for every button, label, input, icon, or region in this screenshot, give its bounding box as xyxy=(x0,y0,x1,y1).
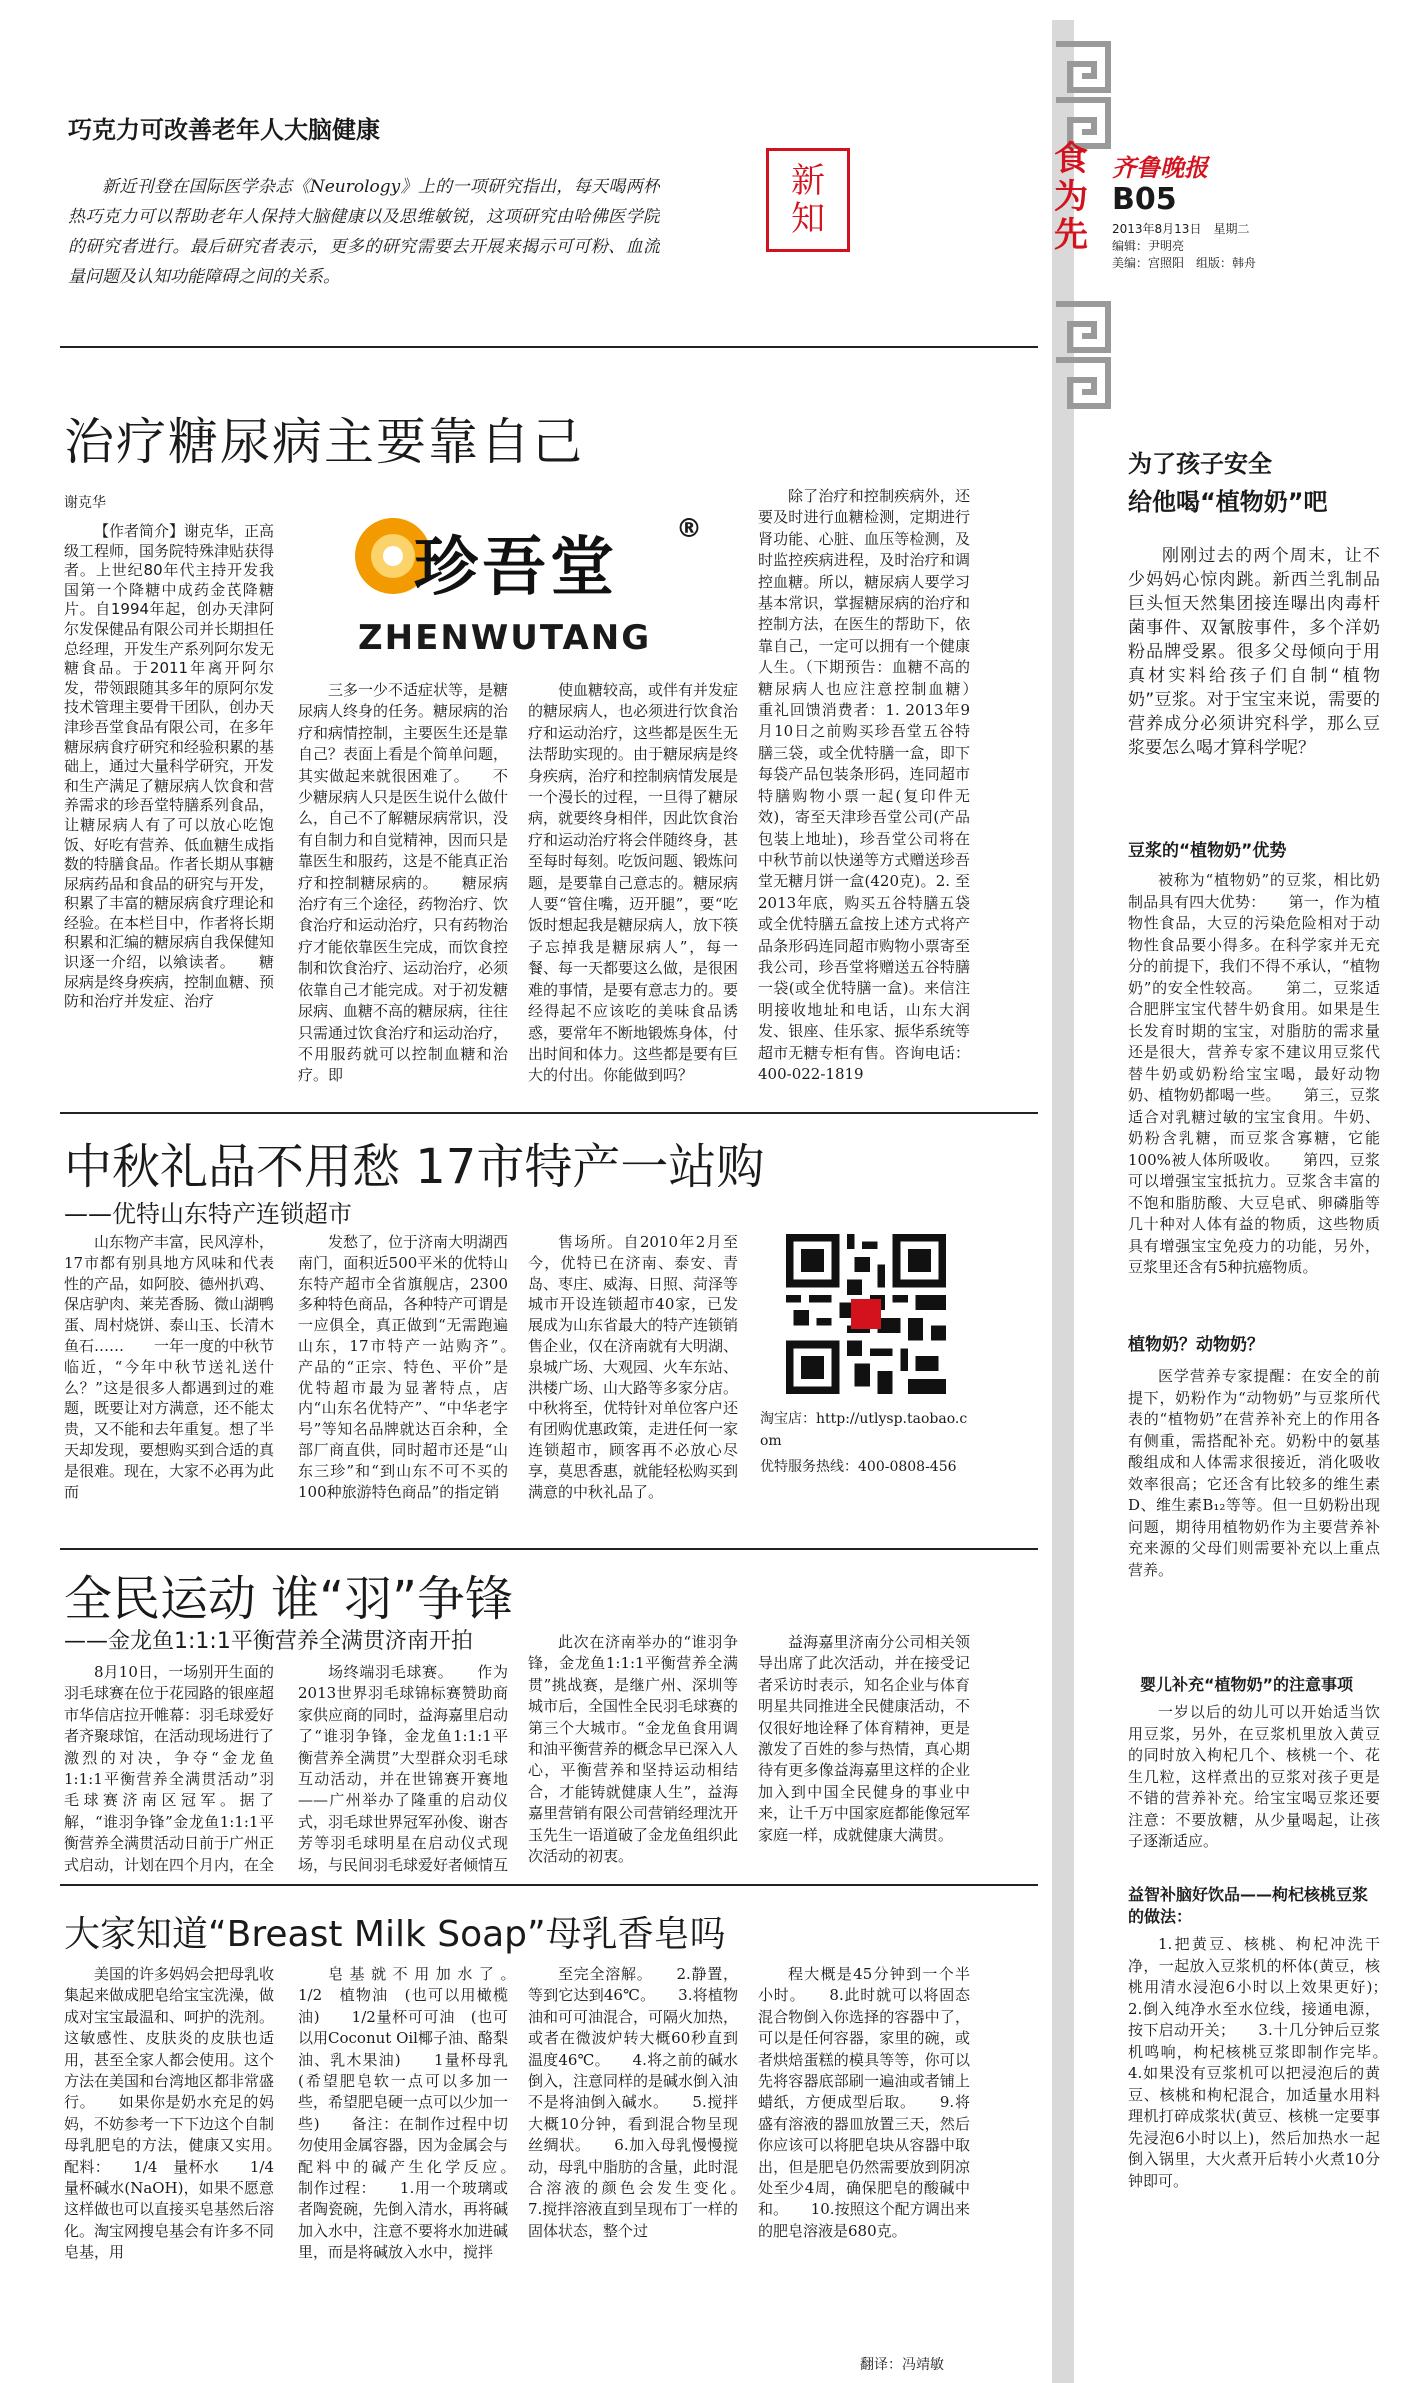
shop-url[interactable]: 淘宝店：http://utlysp.taobao.com xyxy=(760,1411,968,1449)
divider xyxy=(60,1112,1038,1114)
side-title-line1: 为了孩子安全 xyxy=(1128,450,1272,478)
midautumn-col2: 发愁了，位于济南大明湖西南门，面积近500平米的优特山东特产超市全省旗舰店，2300多种特色商品，各种特产可谓是一应俱全，真正做到“无需跑遍山东，17市特产一站购齐”。 产品的“正宗、特色、平价”是优特超市最为显著特点，店内“山东名优特产”、“中华老字号”等知名品牌就达百余种，全部厂商直供，同时超市还是“山东三珍”和“到山东不可不买的100种旅游特色商品”的指定销 xyxy=(298,1233,508,1501)
logo-english: ZHENWUTANG xyxy=(358,618,652,658)
side-title-line2: 给他喝“植物奶”吧 xyxy=(1128,488,1328,516)
diabetes-title: 治疗糖尿病主要靠自己 xyxy=(64,413,584,471)
issue-date: 2013年8月13日 星期二 xyxy=(1112,222,1250,236)
qr-code-icon xyxy=(786,1234,946,1394)
section-box: 新知 xyxy=(766,148,850,252)
side-lead: 刚刚过去的两个周末，让不少妈妈心惊肉跳。新西兰乳制品巨头恒天然集团接连曝出肉毒杆菌事件、双氰胺事件，多个洋奶粉品牌受累。很多父母倾向于用真材实料给孩子们自制“植物奶”豆浆。对于宝宝来说，需要的营养成分必须讲究科学，那么豆浆要怎么喝才算科学呢？ xyxy=(1128,546,1380,758)
side-para-2: 医学营养专家提醒：在安全的前提下，奶粉作为“动物奶”与豆浆所代表的“植物奶”在营养补充上的作用各有侧重，需搭配补充。奶粉中的氨基酸组成和人体需求很接近，消化吸收效率很高；它还含有比较多的维生素D、维生素B₁₂等等。但一旦奶粉出现问题，期待用植物奶作为主要营养补充来源的父母们则需要补充以上重点营养。 xyxy=(1128,1367,1380,1579)
divider xyxy=(60,1548,1038,1550)
brief-title: 巧克力可改善老年人大脑健康 xyxy=(68,116,380,144)
fret-ornament-bottom xyxy=(1052,300,1112,410)
midautumn-col3: 售场所。自2010年2月至今，优特已在济南、泰安、青岛、枣庄、威海、日照、菏泽等城市开设连锁超市40家，已发展成为山东省最大的特产连锁销售企业，仅在济南就有大明湖、泉城广场、大观园、火车东站、洪楼广场、山大路等多家分店。中秋将至，优特针对单位客户还有团购优惠政策，走进任何一家连锁超市，顾客再不必放心尽享，莫思香惠，就能轻松购买到满意的中秋礼品了。 xyxy=(528,1233,738,1501)
soap-col2: 皂基就不用加水了。 1/2 植物油 (也可以用橄榄油) 1/2量杯可可油 (也可以用Coconut Oil椰子油、酪梨油、乳木果油) 1量杯母乳 (希望肥皂软一点可以多加一些，希望肥皂硬一点可以少加一些) 备注：在制作过程中切勿使用金属容器，因为金属会与配料中的碱产生化学反应。 制作过程： 1.用一个玻璃或者陶瓷碗，先倒入清水，再将碱加入水中，注意不要将水加进碱里，而是将碱放入水中，搅拌 xyxy=(298,1965,508,2262)
diabetes-col2: 三多一少不适症状等，是糖尿病人终身的任务。糖尿病的治疗和病情控制，主要医生还是靠自己？表面上看是个简单问题，其实做起来就很困难了。 不少糖尿病人只是医生说什么做什么，自己不了解糖尿病常识，没有自制力和自觉精神，因而只是靠医生和服药，这是不能真正治疗和控制糖尿病的。 糖尿病治疗有三个途径，药物治疗、饮食治疗和运动治疗，只有药物治疗才能依靠医生完成，而饮食控制和饮食治疗、运动治疗，必须依靠自己才能完成。对于初发糖尿病、血糖不高的糖尿病，往往只需通过饮食治疗和运动治疗，不用服药就可以控制血糖和治疗。即 xyxy=(298,681,508,1085)
midautumn-title: 中秋礼品不用愁 17市特产一站购 xyxy=(64,1139,765,1195)
side-para-1: 被称为“植物奶”的豆浆，相比奶制品具有四大优势： 第一，作为植物性食品，大豆的污染危险相对于动物性食品要小得多。在科学家并无充分的前提下，我们不得不承认，“植物奶”的安全性较高。 第二，豆浆适合肥胖宝宝代替牛奶食用。如果是生长发育时期的宝宝，对脂肪的需求量还是很大，营养专家不建议用豆浆代替牛奶或奶粉给宝宝喝，最好动物奶、植物奶都喝一些。 第三，豆浆适合对乳糖过敏的宝宝食用。牛奶、奶粉含乳糖，而豆浆含寡糖，它能100%被人体所吸收。 第四，豆浆可以增强宝宝抵抗力。豆浆含丰富的不饱和脂肪酸、大豆皂甙、卵磷脂等几十种对人体有益的物质，这些物质具有增强宝宝免疫力的功能，另外，豆浆里还含有5种抗癌物质。 xyxy=(1128,871,1380,1276)
diabetes-col1: 【作者简介】谢克华，正高级工程师，国务院特殊津贴获得者。上世纪80年代主持开发我国第一个降糖中成药金芪降糖片。自1994年起，创办天津阿尔发保健品有限公司并长期担任总经理，开发生产系列阿尔发无糖食品。于2011年离开阿尔发，带领跟随其多年的原阿尔发技术管理主要骨干团队，创办天津珍吾堂食品有限公司，在多年糖尿病食疗研究和经验积累的基础上，通过大量科学研究，开发和生产满足了糖尿病人饮食和营养需求的珍吾堂特膳系列食品，让糖尿病人有了可以放心吃饱饭、好吃有营养、低血糖生成指数的特膳食品。作者长期从事糖尿病药品和食品的研究与开发，积累了丰富的糖尿病食疗理论和经验。在本栏目中，作者将长期积累和汇编的糖尿病自我保健知识逐一介绍，以飨读者。 糖尿病是终身疾病，控制血糖、预防和治疗并发症、治疗 xyxy=(64,522,274,1011)
side-heading-2: 植物奶？动物奶？ xyxy=(1128,1335,1264,1355)
diabetes-col4: 除了治疗和控制疾病外，还要及时进行血糖检测，定期进行肾功能、心脏、血压等检测，及时监控疾病进程，及时治疗和调控血糖。所以，糖尿病人要学习基本常识，掌握糖尿病的治疗和控制方法，在医生的帮助下，依靠自己，一定可以拥有一个健康人生。（下期预告：血糖不高的糖尿病人也应注意控制血糖） 重礼回馈消费者：1. 2013年9月10日之前购买珍吾堂五谷特膳三袋，或全优特膳一盒，即下每袋产品包装条形码，连同超市特膳购物小票一起(复印件无效)，寄至天津珍吾堂公司(产品包装上地址)，珍吾堂公司将在中秋节前以快递等方式赠送珍吾堂无糖月饼一盒(420克)。2. 至2013年底，购买五谷特膳五袋或全优特膳五盒按上述方式将产品条形码连同超市购物小票寄至我公司，珍吾堂将赠送五谷特膳一袋(或全优特膳一盒)。来信注明接收地址和电话，山东大润发、银座、佳乐家、振华系统等超市无糖专柜有售。咨询电话：400-022-1819 xyxy=(758,487,970,1083)
sports-col4: 益海嘉里济南分公司相关领导出席了此次活动，并在接受记者采访时表示，知名企业与体育明星共同推进全民健康活动，不仅很好地诠释了体育精神，更是激发了百姓的参与热情，真心期待有更多像益海嘉里这样的企业加入到中国全民健身的事业中来，让千万中国家庭都能像冠军家庭一样，成就健康大满贯。 xyxy=(758,1633,970,1844)
sports-subtitle: ——金龙鱼1:1:1平衡营养全满贯济南开拍 xyxy=(64,1629,473,1654)
side-heading-4: 益智补脑好饮品——枸杞核桃豆浆的做法： xyxy=(1128,1885,1369,1926)
sports-col1: 8月10日，一场别开生面的羽毛球赛在位于花园路的银座超市华信店拉开帷幕：羽毛球爱好者齐聚球馆，在活动现场进行了激烈的对决，争夺“金龙鱼1:1:1平衡营养全满贯活动”羽毛球赛济南区冠军。据了解，“谁羽争锋”金龙鱼1:1:1平衡营养全满贯活动日前于广州正式启动，计划在四个月内，在全 xyxy=(64,1663,274,1874)
soap-title: 大家知道“Breast Milk Soap”母乳香皂吗 xyxy=(64,1914,726,1955)
side-para-3: 一岁以后的幼儿可以开始适当饮用豆浆，另外，在豆浆机里放入黄豆的同时放入枸杞几个、核桃一个、花生几粒，这样煮出的豆浆对孩子更是不错的营养补充。给宝宝喝豆浆还要注意：不要放糖，从少量喝起，让孩子逐渐适应。 xyxy=(1128,1703,1380,1850)
side-heading-1: 豆浆的“植物奶”优势 xyxy=(1128,841,1287,861)
sports-col3: 此次在济南举办的“谁羽争锋，金龙鱼1:1:1平衡营养全满贯”挑战赛，是继广州、深圳等城市后，全国性全民羽毛球赛的第三个大城市。“金龙鱼食用调和油平衡营养的概念早已深入人心，平衡营养和坚持运动相结合，才能铸就健康人生”，益海嘉里营销有限公司营销经理沈开玉先生一语道破了金龙鱼组织此次活动的初衷。 xyxy=(528,1633,738,1866)
divider xyxy=(60,346,1038,348)
service-hotline: 优特服务热线：400-0808-456 xyxy=(760,1459,957,1475)
divider xyxy=(60,1884,1038,1886)
side-para-4: 1.把黄豆、核桃、枸杞冲洗干净，一起放入豆浆机的杯体(黄豆，核桃用清水浸泡6小时以上效果更好)； 2.倒入纯净水至水位线，接通电源，按下启动开关； 3.十几分钟后豆浆机鸣响，枸杞核桃豆浆即制作完毕。 4.如果没有豆浆机可以把浸泡后的黄豆、核桃和枸杞混合，加适量水用料理机打碎成浆状(黄豆、核桃一定要事先浸泡6小时以上)，然后加热水一起倒入锅里，大火煮开后转小火煮10分钟即可。 xyxy=(1128,1935,1380,2190)
logo-reg-mark: ® xyxy=(676,514,702,544)
diabetes-author: 谢克华 xyxy=(64,495,106,511)
logo-chinese: 珍吾堂 xyxy=(414,531,618,605)
soap-col3: 至完全溶解。 2.静置，等到它达到46℃。 3.将植物油和可可油混合，可隔火加热，或者在微波炉转大概60秒直到温度46℃。 4.将之前的碱水倒入，注意同样的是碱水倒入油不是将油倒入碱水。 5.搅拌大概10分钟，看到混合物呈现丝绸状。 6.加入母乳慢慢搅动，母乳中脂肪的含量，此时混合溶液的颜色会发生变化。 7.搅拌溶液直到呈现布丁一样的固体状态，整个过 xyxy=(528,1965,738,2240)
page-number: B05 xyxy=(1112,182,1177,217)
art-editor-credit: 美编：宫照阳 组版：韩舟 xyxy=(1112,256,1257,270)
editor-credit: 编辑：尹明亮 xyxy=(1112,239,1185,253)
brief-body: 新近刊登在国际医学杂志《Neurology》上的一项研究指出，每天喝两杯热巧克力可以帮助老年人保持大脑健康以及思维敏锐，这项研究由哈佛医学院的研究者进行。最后研究者表示，更多的研究需要去开展来揭示可可粉、血流量问题及认知功能障碍之间的关系。 xyxy=(68,177,660,287)
soap-col4: 程大概是45分钟到一个半小时。 8.此时就可以将固态混合物倒入你选择的容器中了，可以是任何容器，家里的碗，或者烘焙蛋糕的模具等等，你可以先将容器底部刷一遍油或者铺上蜡纸，方便成型后取。 9.将盛有溶液的器皿放置三天，然后你应该可以将肥皂块从容器中取出，但是肥皂仍然需要放到阴凉处至少4周，确保肥皂的酸碱中和。 10.按照这个配方调出来的肥皂溶液是680克。 xyxy=(758,1965,970,2240)
fret-ornament-top xyxy=(1052,40,1112,150)
section-name: 食为先 xyxy=(1054,139,1088,255)
soap-col1: 美国的许多妈妈会把母乳收集起来做成肥皂给宝宝洗澡，做成对宝宝最温和、呵护的洗剂。这敏感性、皮肤炎的皮肤也适用，甚至全家人都会使用。这个方法在美国和台湾地区都非常盛行。 如果你是奶水充足的妈妈，不妨参考一下下边这个自制母乳肥皂的方法，健康又实用。 配料： 1/4 量杯水 1/4量杯碱水(NaOH)，如果不愿意这样做也可以直接买皂基然后溶化。淘宝网搜皂基会有许多不同皂基，用 xyxy=(64,1965,274,2262)
soap-translator: 翻译：冯靖敏 xyxy=(860,2357,944,2373)
zhenwutang-logo xyxy=(348,500,726,672)
sports-col2: 场终端羽毛球赛。 作为2013世界羽毛球锦标赛赞助商家供应商的同时，益海嘉里启动了“谁羽争锋，金龙鱼1:1:1平衡营养全满贯”大型群众羽毛球互动活动，并在世锦赛开赛地——广州举办了隆重的启动仪式，羽毛球世界冠军孙俊、谢杏芳等羽毛球明星在启动仪式现场，与民间羽毛球爱好者倾情互 xyxy=(298,1663,508,1874)
sports-title: 全民运动 谁“羽”争锋 xyxy=(64,1571,513,1627)
diabetes-col3: 使血糖较高，或伴有并发症的糖尿病人，也必须进行饮食治疗和运动治疗，这些都是医生无法帮助实现的。由于糖尿病是终身疾病，治疗和控制病情发展是一个漫长的过程，一旦得了糖尿病，就要终身相伴，因此饮食治疗和运动治疗将会伴随终身，甚至每时每刻。吃饭问题、锻炼问题，是要靠自己意志的。糖尿病人要“管住嘴，迈开腿”，要“吃饭时想起我是糖尿病人，放下筷子忘掉我是糖尿病人”，每一餐、每一天都要这么做，是很困难的事情，是要有意志力的。要经得起不应该吃的美味食品诱惑，要常年不断地锻炼身体，付出时间和体力。这些都是要有巨大的付出。你能做到吗？ xyxy=(528,681,738,1085)
midautumn-col1: 山东物产丰富，民风淳朴，17市都有别具地方风味和代表性的产品，如阿胶、德州扒鸡、保店驴肉、莱芜香肠、微山湖鸭蛋、周村烧饼、泰山玉、长清木鱼石…… 一年一度的中秋节临近，“今年中秋节送礼送什么？”这是很多人都遇到过的难题，既要让对方满意，还不能太贵，又不能和去年重复。想了半天却发现，要想购买到合适的真是很难。现在，大家不必再为此而 xyxy=(64,1233,274,1501)
side-heading-3: 婴儿补充“植物奶”的注意事项 xyxy=(1140,1675,1354,1694)
paper-name-logo: 齐鲁晚报 xyxy=(1112,153,1208,182)
midautumn-subtitle: ——优特山东特产连锁超市 xyxy=(64,1200,352,1228)
